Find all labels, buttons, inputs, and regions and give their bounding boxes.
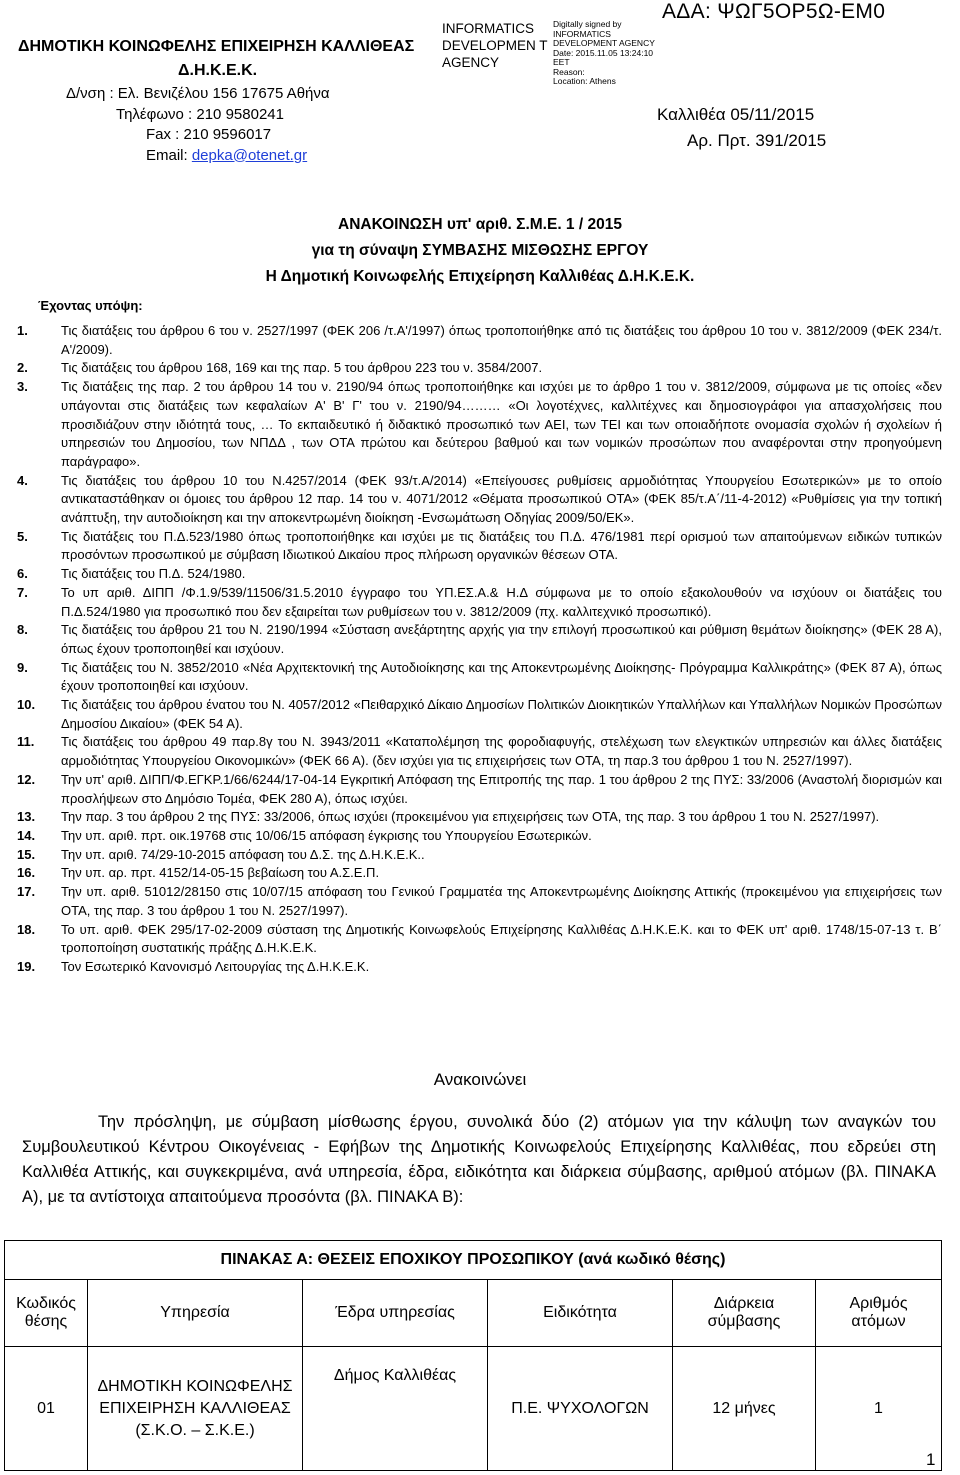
list-item-text: Τις διατάξεις της παρ. 2 του άρθρου 14 του ν. 2190/94 όπως τροποποιήθηκε και ισχύει με το άρθρο 1 του ν. 3812/2009, σύμφωνα με τις οποίες «δεν υπάγονται στις διατάξεις των κεφαλαίων Α' Β' Γ' του ν. 2190/94……… «Οι λογοτέχνες, καλλιτέχνες και δημοσιογράφοι για απασχολήσεις που προσιδιάζουν στην ιδιότητά τους, … Το εκπαιδευτικό ή διδακτικό προσωπικό των ΑΕΙ, των ΤΕΙ και των οποιαδήποτε ονομασία σχολών ή σχολείων ή υπηρεσιών του Δημοσίου, των ΝΠΔΔ , των ΟΤΑ πρώτου και δεύτερου βαθμού και των νομικών προσώπων που αναφέρονται στην προηγούμενη παράγραφο». xyxy=(61,379,942,469)
document-date: Καλλιθέα 05/11/2015 xyxy=(657,105,815,124)
list-item-text: Την παρ. 3 του άρθρου 2 της ΠΥΣ: 33/2006, όπως ισχύει (προκειμένου για επιχειρήσεις των ΟΤΑ, της παρ. 3 του άρθρου 1 του Ν. 2527/1997). xyxy=(61,809,880,825)
list-item xyxy=(17,528,942,565)
list-item-text: Την υπ. αριθ. 51012/28150 στις 10/07/15 απόφαση του Γενικού Γραμματέα της Αποκεντρωμένης Διοίκησης Αττικής (προκειμένου για επιχειρήσεις των ΟΤΑ, της παρ. 3 του άρθρου 1 του Ν. 2527/1997). xyxy=(61,884,942,918)
list-item-text: Την υπ' αριθ. ΔΙΠΠ/Φ.ΕΓΚΡ.1/66/6244/17-04-14 Εγκριτική Απόφαση της Επιτροπής της παρ. 1 του άρθρου 2 της ΠΥΣ: 33/2006 (Αναστολή διορισμών και προσλήψεων στο Δημόσιο Τομέα, ΦΕΚ 280 Α), όπως ισχύει. xyxy=(61,771,942,806)
email-link[interactable]: depka@otenet.gr xyxy=(191,146,308,164)
list-item-text: Τις διατάξεις του άρθρου ένατου του Ν. 4057/2012 «Πειθαρχικό Δίκαιο Δημοσίων Πολιτικών Διοικητικών Υπαλλήλων και Υπαλλήλων Νομικών Προσώπων Δημοσίου Δικαίου» (ΦΕΚ 54 Α). xyxy=(61,697,942,731)
list-item xyxy=(17,322,942,359)
list-item xyxy=(17,359,942,378)
list-item-number: 2. xyxy=(17,360,28,376)
list-item-text: Τις διατάξεις του Π.Δ. 524/1980. xyxy=(61,566,246,582)
announces-heading: Ανακοινώνει xyxy=(433,1070,527,1089)
list-item xyxy=(17,472,942,528)
list-item-text: Την υπ. αρ. πρτ. 4152/14-05-15 βεβαίωση του Α.Σ.Ε.Π. xyxy=(61,865,380,881)
organization-name: ΔΗΜΟΤΙΚΗ ΚΟΙΝΩΦΕΛΗΣ ΕΠΙΧΕΙΡΗΣΗ ΚΑΛΛΙΘΕΑΣ xyxy=(18,38,415,55)
list-item xyxy=(17,864,942,883)
list-item xyxy=(17,378,942,472)
organization-short-name: Δ.Η.Κ.Ε.Κ. xyxy=(178,62,258,79)
announcement-body: Την πρόσληψη, με σύμβαση μίσθωσης έργου, συνολικά δύο (2) ατόμων για την κάλυψη των αναγκών του Συμβουλευτικού Κέντρου Οικογένειας - Εφήβων της Δημοτικής Κοινωφελούς Επιχείρησης Καλλιθέας, που εδρεύει στη Καλλιθέα Αττικής, και συγκεκριμένα, ανά υπηρεσία, έδρα, ειδικότητα και διάρκεια σύμβασης, αριθμού ατόμων (βλ. ΠΙΝΑΚΑ Α), με τα αντίστοιχα απαιτούμενα προσόντα (βλ. ΠΙΝΑΚΑ Β): xyxy=(22,1113,936,1206)
contact-block xyxy=(66,84,366,166)
cell-service: ΔΗΜΟΤΙΚΗ ΚΟΙΝΩΦΕΛΗΣ ΕΠΙΧΕΙΡΗΣΗ ΚΑΛΛΙΘΕΑΣ (Σ.Κ.Ο. – Σ.Κ.Ε.) xyxy=(88,1347,303,1471)
list-item xyxy=(17,808,942,827)
list-item-text: Τις διατάξεις του Π.Δ.523/1980 όπως τροποποιήθηκε και ισχύει με τις διατάξεις του Π.Δ. 476/1981 περί ορισμού των απαιτούμενων ειδικών τυπικών προσόντων προσωπικού με σύμβαση Ιδιωτικού Δικαίου προς πλήρωση οργανικών θέσεων ΟΤΑ. xyxy=(61,528,942,563)
list-item-number: 14. xyxy=(17,827,36,843)
list-item-number: 13. xyxy=(17,809,36,825)
list-item xyxy=(17,883,942,920)
col-duration-header: Διάρκεια σύμβασης xyxy=(673,1280,816,1347)
col-count-header: Αριθμός ατόμων xyxy=(816,1280,942,1347)
list-item xyxy=(17,958,942,977)
list-item-text: Την υπ. αριθ. 74/29-10-2015 απόφαση του Δ.Σ. της Δ.Η.Κ.Ε.Κ.. xyxy=(61,846,425,862)
list-item xyxy=(17,846,942,865)
positions-table xyxy=(4,1240,942,1471)
considering-label: Έχοντας υπόψη: xyxy=(38,298,143,313)
list-item-text: Τον Εσωτερικό Κανονισμό Λειτουργίας της Δ.Η.Κ.Ε.Κ. xyxy=(61,958,370,974)
list-item-number: 17. xyxy=(17,884,36,900)
signature-signer: INFORMATICS DEVELOPMEN T AGENCY xyxy=(442,21,548,70)
list-item xyxy=(17,696,942,733)
cell-duration: 12 μήνες xyxy=(673,1347,816,1471)
cell-count: 1 xyxy=(816,1347,942,1471)
list-item-text: Το υπ. αριθ. ΦΕΚ 295/17-02-2009 σύσταση της Δημοτικής Κοινωφελούς Επιχείρησης Καλλιθέας Δ.Η.Κ.Ε.Κ. και το ΦΕΚ υπ' αριθ. 1748/15-07-13 τ. Β΄ τροποποίηση συστατικής πράξης Δ.Η.Κ.Ε.Κ. xyxy=(61,921,942,956)
col-seat-header: Έδρα υπηρεσίας xyxy=(303,1280,488,1347)
list-item-text: Τις διατάξεις του άρθρου 49 παρ.8γ του Ν. 3943/2011 «Καταπολέμηση της φοροδιαφυγής, στελέχωση των ελεγκτικών υπηρεσιών και άλλες διατάξεις αρμοδιότητας Υπουργείου Οικονομικών» (ΦΕΚ 66 Α). (δεν ισχύει για τις επιχειρήσεις των ΟΤΑ, τη παρ.3 του άρθρου 1 του Ν. 2527/1997). xyxy=(61,734,942,769)
list-item xyxy=(17,584,942,621)
list-item-number: 19. xyxy=(17,958,36,974)
fax-line: Fax : 210 9596017 xyxy=(146,126,272,143)
phone-line: Τηλέφωνο : 210 9580241 xyxy=(116,105,284,123)
list-item-number: 18. xyxy=(17,921,36,937)
signature-details: Digitally signed by INFORMATICS DEVELOPMENT AGENCY Date: 2015.11.05 13:24:10 EET Reason: Location: Athens xyxy=(553,19,655,86)
list-item-number: 16. xyxy=(17,865,36,881)
list-item-text: Το υπ αριθ. ΔΙΠΠ /Φ.1.9/539/11506/31.5.2010 έγγραφο του ΥΠ.ΕΣ.Α.& Η.Δ σύμφωνα με το οποίο εξακολουθούν να ισχύουν οι διατάξεις του Π.Δ.524/1980 για προσωπικό που δεν εξαιρείται των ρυθμίσεων του ν. 3812/2009 (πχ. καλλιτεχνικό προσωπικό). xyxy=(61,584,942,619)
ada-code: ΑΔΑ: ΨΩΓ5ΟΡ5Ω-ΕΜ0 xyxy=(662,0,886,23)
list-item-text: Τις διατάξεις του Ν. 3852/2010 «Νέα Αρχιτεκτονική της Αυτοδιοίκησης και της Αποκεντρωμένης Διοίκησης- Πρόγραμμα Καλλικράτης» (ΦΕΚ 87 Α), όπως έχουν τροποποιηθεί και ισχύουν. xyxy=(61,659,942,694)
protocol-number: Αρ. Πρτ. 391/2015 xyxy=(687,131,827,150)
list-item xyxy=(17,921,942,958)
list-item-number: 12. xyxy=(17,771,36,787)
cell-code: 01 xyxy=(5,1347,88,1471)
list-item-text: Τις διατάξεις του άρθρου 6 του ν. 2527/1997 (ΦΕΚ 206 /τ.Α'/1997) όπως τροποποιήθηκε από τις διατάξεις του άρθρου 10 του ν. 3812/2009 (ΦΕΚ 234/τ. Α'/2009). xyxy=(61,323,942,357)
cell-specialty: Π.Ε. ΨΥΧΟΛΟΓΩΝ xyxy=(488,1347,673,1471)
list-item-number: 1. xyxy=(17,323,28,338)
table-title: ΠΙΝΑΚΑΣ Α: ΘΕΣΕΙΣ ΕΠΟΧΙΚΟΥ ΠΡΟΣΩΠΙΚΟΥ (ανά κωδικό θέσης) xyxy=(5,1241,942,1280)
col-specialty-header: Ειδικότητα xyxy=(488,1280,673,1347)
list-item-number: 4. xyxy=(17,472,28,488)
list-item-text: Τις διατάξεις του άρθρου 168, 169 και της παρ. 5 του άρθρου 223 του ν. 3584/2007. xyxy=(61,360,543,376)
list-item-number: 9. xyxy=(17,659,28,675)
list-item-number: 10. xyxy=(17,697,36,713)
list-item-number: 6. xyxy=(17,566,28,582)
table-row xyxy=(5,1347,942,1471)
list-item xyxy=(17,827,942,846)
col-code-header: Κωδικός θέσης xyxy=(5,1280,88,1347)
list-item xyxy=(17,733,942,770)
list-item xyxy=(17,659,942,696)
page-number: 1 xyxy=(926,1450,936,1469)
list-item xyxy=(17,621,942,658)
address-line: Δ/νση : Ελ. Βενιζέλου 156 17675 Αθήνα xyxy=(66,85,330,102)
list-item-number: 5. xyxy=(17,528,28,544)
col-service-header: Υπηρεσία xyxy=(88,1280,303,1347)
list-item-text: Την υπ. αριθ. πρτ. οικ.19768 στις 10/06/15 απόφαση έγκρισης του Υπουργείου Εσωτερικών. xyxy=(61,827,592,843)
list-item xyxy=(17,565,942,584)
list-item-number: 11. xyxy=(17,734,35,750)
cell-seat: Δήμος Καλλιθέας xyxy=(303,1347,488,1471)
list-item xyxy=(17,771,942,808)
list-item-number: 3. xyxy=(17,379,28,395)
list-item-text: Τις διατάξεις του άρθρου 21 του Ν. 2190/1994 «Σύσταση ανεξάρτητης αρχής για την επιλογή προσωπικού και ρύθμιση θεμάτων διοίκησης» (ΦΕΚ 28 Α), όπως έχουν τροποποιηθεί και ισχύουν. xyxy=(61,622,942,656)
list-item-number: 7. xyxy=(17,584,28,600)
announcement-title: ΑΝΑΚΟΙΝΩΣΗ υπ' αριθ. Σ.Μ.Ε. 1 / 2015 για τη σύναψη ΣΥΜΒΑΣΗΣ ΜΙΣΘΩΣΗΣ ΕΡΓΟΥ Η Δημοτική Κοινωφελής Επιχείρηση Καλλιθέας Δ.Η.Κ.Ε.Κ. xyxy=(265,216,695,285)
list-item-number: 8. xyxy=(17,622,28,638)
list-item-text: Τις διατάξεις του άρθρου 10 του Ν.4257/2014 (ΦΕΚ 93/τ.Α/2014) «Επείγουσες ρυθμίσεις αρμοδιότητας Υπουργείου Εσωτερικών» με το οποίο αντικαταστάθηκαν οι όμοιες του άρθρου 12 παρ. 14 του ν. 4071/2012 «Θέματα προσωπικού ΟΤΑ» (ΦΕΚ 85/τ.Α΄/11-4-2012) «Ρυθμίσεις για την τοπική ανάπτυξη, την αυτοδιοίκηση και την αποκεντρωμένη διοίκηση -Ενσωμάτωση Οδηγίας 2009/50/ΕΚ». xyxy=(61,472,942,526)
email-line: Email: depka@otenet.gr xyxy=(146,146,308,164)
list-item-number: 15. xyxy=(17,846,36,862)
considerations-list xyxy=(17,322,942,977)
